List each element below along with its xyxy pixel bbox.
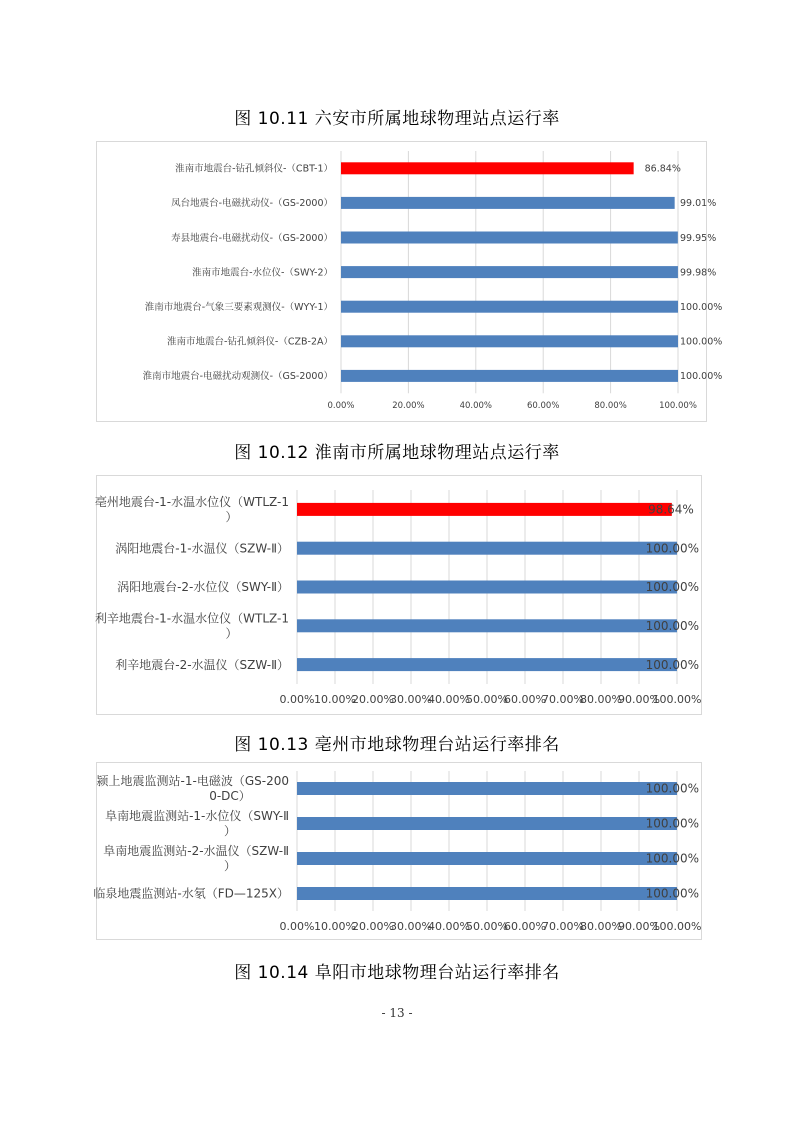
- data-label: 100.00%: [680, 336, 723, 348]
- x-tick-label: 20.00%: [352, 920, 394, 933]
- bar: [297, 542, 677, 555]
- x-tick-label: 10.00%: [314, 920, 356, 933]
- data-label: 98.64%: [648, 502, 694, 517]
- category-label: 凤台地震台-电磁扰动仪-（GS-2000）: [171, 198, 333, 210]
- chart-box-1: [96, 141, 723, 422]
- data-label: 100.00%: [645, 781, 699, 796]
- x-tick-label: 80.00%: [580, 920, 622, 933]
- data-label: 86.84%: [644, 163, 681, 175]
- bar: [341, 335, 678, 347]
- figure-caption-10-13: 图 10.13 亳州市地球物理台站运行率排名: [234, 735, 560, 755]
- page-number: - 13 -: [381, 1006, 413, 1020]
- category-label: 淮南市地震台-钻孔倾斜仪-（CBT-1）: [175, 163, 333, 175]
- data-label: 99.01%: [680, 198, 717, 210]
- x-tick-label: 0.00%: [279, 693, 315, 706]
- category-label: 寿县地震台-电磁扰动仪-（GS-2000）: [171, 232, 333, 244]
- x-tick-label: 30.00%: [390, 693, 432, 706]
- bar: [297, 852, 677, 865]
- figure-caption-10-14: 图 10.14 阜阳市地球物理台站运行率排名: [234, 963, 560, 983]
- category-label: 涡阳地震台-1-水温仪（SZW-Ⅱ）: [115, 541, 289, 556]
- chart-box-3: [93, 762, 702, 940]
- category-label: 阜南地震监测站-1-水位仪（SWY-Ⅱ ）: [105, 809, 289, 839]
- bar: [341, 197, 675, 209]
- data-label: 100.00%: [645, 541, 699, 556]
- category-label: 阜南地震监测站-2-水温仪（SZW-Ⅱ ）: [103, 844, 289, 874]
- category-label: 淮南市地震台-气象三要素观测仪-（WYY-1）: [144, 302, 333, 314]
- x-tick-label: 60.00%: [504, 693, 546, 706]
- x-tick-label: 70.00%: [542, 920, 584, 933]
- bar: [341, 266, 678, 278]
- category-label: 临泉地震监测站-水氡（FD—125X）: [93, 886, 289, 901]
- category-label: 亳州地震台-1-水温水位仪（WTLZ-1 ）: [94, 495, 289, 525]
- x-tick-label: 20.00%: [392, 401, 425, 411]
- x-tick-label: 50.00%: [466, 693, 508, 706]
- figure-caption-10-12: 图 10.12 淮南市所属地球物理站点运行率: [234, 443, 560, 463]
- figure-caption-10-11: 图 10.11 六安市所属地球物理站点运行率: [234, 109, 560, 129]
- bar: [297, 782, 677, 795]
- x-tick-label: 80.00%: [580, 693, 622, 706]
- x-tick-label: 100.00%: [652, 920, 702, 933]
- x-tick-label: 50.00%: [466, 920, 508, 933]
- category-label: 淮南市地震台-钻孔倾斜仪-（CZB-2A）: [167, 336, 333, 348]
- data-label: 99.95%: [680, 232, 717, 244]
- data-label: 100.00%: [680, 371, 723, 383]
- x-tick-label: 100.00%: [652, 693, 702, 706]
- x-tick-label: 40.00%: [459, 401, 493, 411]
- bar-chart-1: [97, 142, 723, 421]
- bar: [297, 817, 677, 830]
- data-label: 100.00%: [645, 580, 699, 595]
- x-tick-label: 0.00%: [279, 920, 315, 933]
- chart-box-2: [96, 475, 702, 715]
- bar: [341, 301, 678, 313]
- x-tick-label: 30.00%: [390, 920, 432, 933]
- x-tick-label: 70.00%: [542, 693, 584, 706]
- bar: [341, 232, 678, 244]
- bar: [297, 658, 677, 671]
- x-tick-label: 10.00%: [314, 693, 356, 706]
- data-label: 100.00%: [645, 886, 699, 901]
- bar: [297, 619, 677, 632]
- bar: [297, 581, 677, 594]
- x-tick-label: 40.00%: [428, 920, 470, 933]
- x-tick-label: 90.00%: [618, 920, 660, 933]
- bar: [297, 887, 677, 900]
- data-label: 100.00%: [680, 302, 723, 314]
- bar: [341, 370, 678, 382]
- x-tick-label: 60.00%: [526, 401, 560, 411]
- x-tick-label: 40.00%: [428, 693, 470, 706]
- bar: [297, 503, 672, 516]
- category-label: 淮南市地震台-电磁扰动观测仪-（GS-2000）: [142, 371, 333, 383]
- x-tick-label: 100.00%: [659, 401, 697, 411]
- bar-chart-3: [93, 763, 702, 939]
- bar: [341, 162, 634, 174]
- x-tick-label: 0.00%: [327, 401, 355, 411]
- category-label: 利辛地震台-2-水温仪（SZW-Ⅱ）: [115, 657, 289, 672]
- x-tick-label: 20.00%: [352, 693, 394, 706]
- x-tick-label: 60.00%: [504, 920, 546, 933]
- bar-chart-2: [94, 476, 702, 714]
- category-label: 颍上地震监测站-1-电磁波（GS-200 0-DC）: [96, 774, 289, 804]
- data-label: 100.00%: [645, 657, 699, 672]
- category-label: 淮南市地震台-水位仪-（SWY-2）: [192, 267, 333, 279]
- data-label: 100.00%: [645, 619, 699, 633]
- data-label: 99.98%: [680, 267, 717, 279]
- data-label: 100.00%: [645, 851, 699, 866]
- category-label: 涡阳地震台-2-水位仪（SWY-Ⅱ）: [117, 580, 289, 595]
- x-tick-label: 80.00%: [594, 401, 627, 411]
- category-label: 利辛地震台-1-水温水位仪（WTLZ-1 ）: [94, 611, 289, 641]
- x-tick-label: 90.00%: [618, 693, 660, 706]
- data-label: 100.00%: [645, 816, 699, 831]
